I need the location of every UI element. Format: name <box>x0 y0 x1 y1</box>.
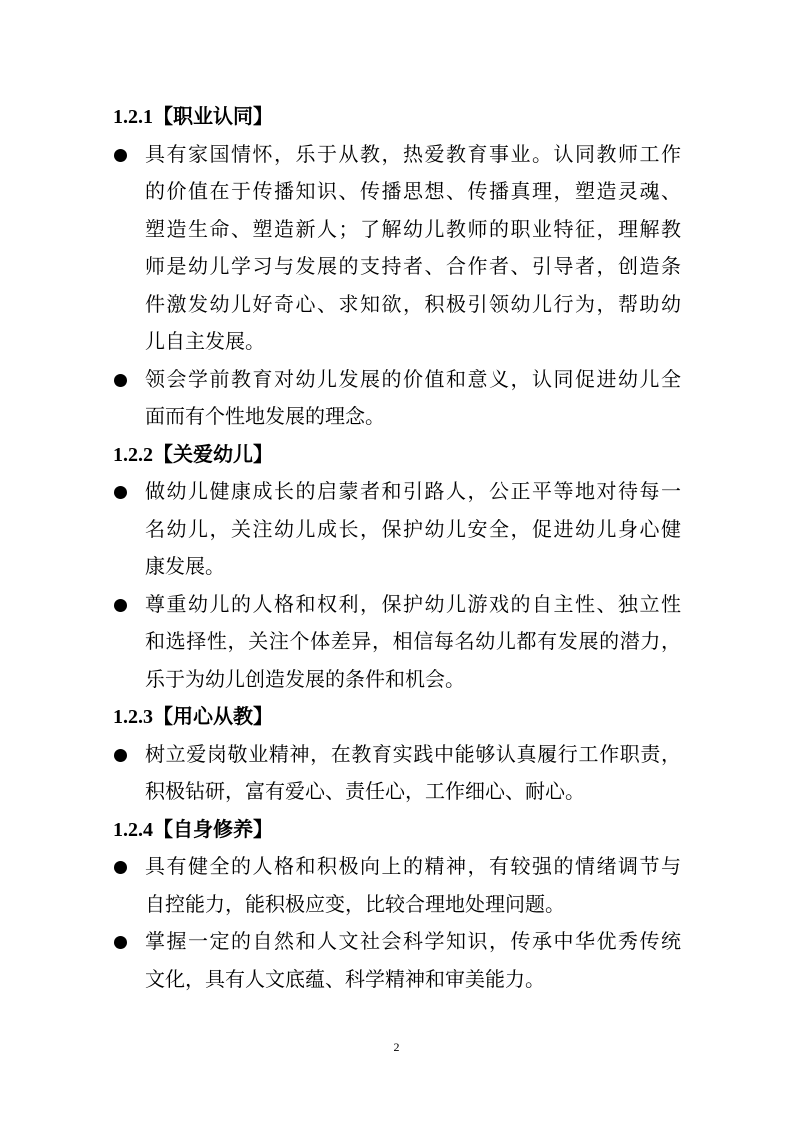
text-line: 康发展。 <box>145 556 225 578</box>
text-line: 师是幼儿学习与发展的支持者、合作者、引导者，创造条 <box>145 256 681 278</box>
bullet-icon <box>114 599 127 612</box>
text-line: 尊重幼儿的人格和权利，保护幼儿游戏的自主性、独立性 <box>145 593 681 616</box>
document-body <box>113 99 681 999</box>
text-line: 件激发幼儿好奇心、求知欲，积极引领幼儿行为，帮助幼 <box>145 293 681 316</box>
bullet-item <box>113 737 681 812</box>
text-line: 掌握一定的自然和人文社会科学知识，传承中华优秀传统 <box>145 931 681 953</box>
bullet-item <box>113 137 681 362</box>
bullet-item <box>113 362 681 437</box>
text-line: 具有家国情怀，乐于从教，热爱教育事业。认同教师工作 <box>145 143 681 166</box>
text-line: 名幼儿，关注幼儿成长，保护幼儿安全，促进幼儿身心健 <box>145 518 681 541</box>
bullet-icon <box>114 374 127 387</box>
bullet-icon <box>114 936 127 949</box>
text-line: 塑造生命、塑造新人；了解幼儿教师的职业特征，理解教 <box>145 218 681 241</box>
page-number: 2 <box>393 1040 400 1054</box>
bullet-item <box>113 587 681 700</box>
bullet-icon <box>114 486 127 499</box>
section-heading-1-2-3: 1.2.3【用心从教】 <box>113 706 273 728</box>
section-heading-1-2-2: 1.2.2【关爱幼儿】 <box>113 443 273 466</box>
text-line: 积极钻研，富有爱心、责任心，工作细心、耐心。 <box>145 781 585 803</box>
bullet-icon <box>114 749 127 762</box>
bullet-icon <box>114 861 127 874</box>
bullet-item <box>113 474 681 587</box>
bullet-icon <box>114 149 127 162</box>
section-heading-1-2-4: 1.2.4【自身修养】 <box>113 818 273 841</box>
text-line: 自控能力，能积极应变，比较合理地处理问题。 <box>145 893 565 916</box>
bullet-item <box>113 924 681 999</box>
section-heading-1-2-1: 1.2.1【职业认同】 <box>113 106 273 128</box>
text-line: 乐于为幼儿创造发展的条件和机会。 <box>145 668 465 691</box>
text-line: 面而有个性地发展的理念。 <box>145 406 385 428</box>
text-line: 文化，具有人文底蕴、科学精神和审美能力。 <box>145 968 545 991</box>
text-line: 领会学前教育对幼儿发展的价值和意义，认同促进幼儿全 <box>145 368 681 391</box>
bullet-item <box>113 849 681 924</box>
text-line: 儿自主发展。 <box>145 331 265 353</box>
text-line: 和选择性，关注个体差异，相信每名幼儿都有发展的潜力， <box>145 631 681 653</box>
text-line: 做幼儿健康成长的启蒙者和引路人，公正平等地对待每一 <box>145 481 681 503</box>
text-line: 树立爱岗敬业精神，在教育实践中能够认真履行工作职责， <box>145 743 681 766</box>
text-line: 具有健全的人格和积极向上的精神，有较强的情绪调节与 <box>145 856 681 878</box>
text-line: 的价值在于传播知识、传播思想、传播真理，塑造灵魂、 <box>145 181 681 203</box>
